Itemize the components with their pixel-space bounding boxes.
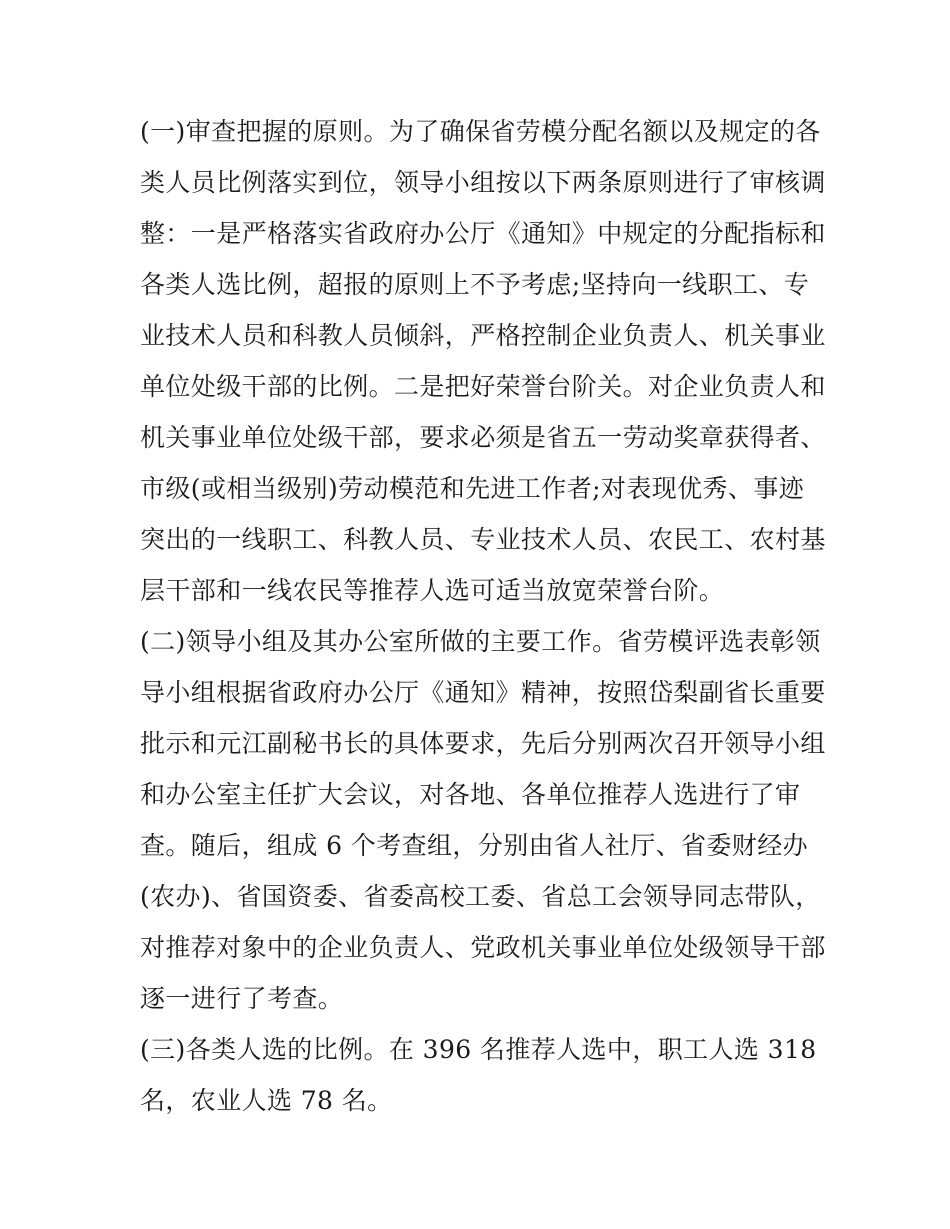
text-line: 类人员比例落实到位，领导小组按以下两条原则进行了审核调 [140, 168, 826, 197]
text-line: 市级(或相当级别)劳动模范和先进工作者;对表现优秀、事迹 [140, 474, 805, 503]
paragraph-leading-group-work [140, 616, 826, 1024]
text-line: 各类人选比例，超报的原则上不予考虑;坚持向一线职工、专 [140, 270, 810, 299]
text-line: 层干部和一线农民等推荐人选可适当放宽荣誉台阶。 [140, 576, 725, 605]
text-line: (二)领导小组及其办公室所做的主要工作。省劳模评选表彰领 [140, 627, 821, 656]
paragraph-candidate-ratio [140, 1024, 815, 1126]
text-line: 机关事业单位处级干部，要求必须是省五一劳动奖章获得者、 [140, 423, 826, 452]
text-line: 名，农业人选 78 名。 [140, 1086, 393, 1115]
text-line: 导小组根据省政府办公厅《通知》精神，按照岱梨副省长重要 [140, 678, 826, 707]
text-line: (农办)、省国资委、省委高校工委、省总工会领导同志带队， [140, 882, 821, 911]
document-body [140, 106, 826, 1126]
text-line: 查。随后，组成 6 个考查组，分别由省人社厅、省委财经办 [140, 831, 809, 860]
text-line: 批示和元江副秘书长的具体要求，先后分别两次召开领导小组 [140, 729, 826, 758]
text-line: (一)审查把握的原则。为了确保省劳模分配名额以及规定的各 [140, 117, 821, 146]
text-line: 突出的一线职工、科教人员、专业技术人员、农民工、农村基 [140, 525, 826, 554]
paragraph-review-principles [140, 106, 826, 616]
text-line: 业技术人员和科教人员倾斜，严格控制企业负责人、机关事业 [140, 321, 826, 350]
text-line: 整：一是严格落实省政府办公厅《通知》中规定的分配指标和 [140, 219, 826, 248]
text-line: 和办公室主任扩大会议，对各地、各单位推荐人选进行了审 [140, 780, 801, 809]
text-line: 对推荐对象中的企业负责人、党政机关事业单位处级领导干部 [140, 933, 826, 962]
text-line: 逐一进行了考查。 [140, 984, 344, 1013]
text-line: 单位处级干部的比例。二是把好荣誉台阶关。对企业负责人和 [140, 372, 826, 401]
text-line: (三)各类人选的比例。在 396 名推荐人选中，职工人选 318 [140, 1035, 817, 1064]
